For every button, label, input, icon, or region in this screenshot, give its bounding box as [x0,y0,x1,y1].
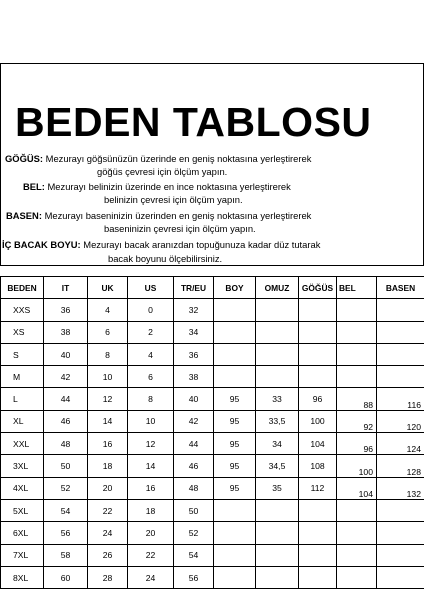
table-cell: 34,5 [256,455,299,477]
instruction-waist [23,180,291,193]
table-cell: 12 [88,388,128,410]
table-cell: 46 [44,410,88,432]
table-row [1,477,424,499]
table-cell [377,366,424,388]
table-cell: 18 [128,499,174,521]
instruction-label: BASEN: [6,210,42,221]
instruction-text: bacak boyunu ölçebilirsiniz. [108,253,223,264]
table-cell [299,499,337,521]
table-row [1,343,424,365]
instruction-label: BEL: [23,181,45,192]
column-header: BEL [337,277,377,299]
table-row [1,388,424,410]
table-cell: 33,5 [256,410,299,432]
table-cell [256,566,299,588]
table-cell [214,544,256,566]
table-cell: 104 [299,433,337,455]
table-cell [256,321,299,343]
size-label-cell: XS [1,321,44,343]
table-cell: 58 [44,544,88,566]
instruction-chest [5,152,311,165]
table-cell [256,366,299,388]
table-cell: 36 [174,343,214,365]
instruction-text: baseninizin çevresi için ölçüm yapın. [104,223,256,234]
size-label-cell: 6XL [1,522,44,544]
table-cell [256,499,299,521]
table-cell: 6 [128,366,174,388]
table-cell: 100 [337,455,377,477]
size-label-cell: M [1,366,44,388]
column-header: UK [88,277,128,299]
table-cell: 16 [88,433,128,455]
table-cell: 24 [88,522,128,544]
table-cell: 40 [174,388,214,410]
table-cell [214,499,256,521]
table-cell: 34 [256,433,299,455]
table-cell: 54 [44,499,88,521]
table-row [1,544,424,566]
table-cell: 48 [44,433,88,455]
table-cell: 50 [44,455,88,477]
table-cell: 20 [128,522,174,544]
table-cell [256,343,299,365]
table-cell: 18 [88,455,128,477]
table-cell: 132 [377,477,424,499]
column-header: BOY [214,277,256,299]
table-cell [214,343,256,365]
table-row [1,366,424,388]
instruction-text: Mezurayı belinizin üzerinde en ince noktasına yerleştirerek [47,181,291,192]
table-row [1,455,424,477]
table-cell: 36 [44,299,88,321]
table-row [1,321,424,343]
size-label-cell: 4XL [1,477,44,499]
table-cell [256,299,299,321]
instruction-text: Mezurayı bacak aranızdan topuğunuza kadar düz tutarak [83,239,321,250]
table-row [1,410,424,432]
table-cell: 34 [174,321,214,343]
table-cell: 96 [299,388,337,410]
table-cell [337,343,377,365]
table-cell [337,366,377,388]
table-cell: 104 [337,477,377,499]
table-cell: 10 [88,366,128,388]
table-cell [299,544,337,566]
table-cell [337,566,377,588]
table-cell: 60 [44,566,88,588]
table-cell: 52 [44,477,88,499]
instruction-inseam [2,238,320,251]
table-cell: 95 [214,410,256,432]
table-cell [337,522,377,544]
size-label-cell: 8XL [1,566,44,588]
table-row [1,499,424,521]
table-cell: 35 [256,477,299,499]
size-label-cell: XL [1,410,44,432]
column-header: BASEN [377,277,424,299]
table-cell: 48 [174,477,214,499]
table-cell [299,366,337,388]
size-label-cell: 3XL [1,455,44,477]
table-cell [299,343,337,365]
table-cell: 26 [88,544,128,566]
table-cell [377,299,424,321]
table-cell [214,299,256,321]
size-label-cell: L [1,388,44,410]
table-cell: 32 [174,299,214,321]
table-cell [377,522,424,544]
table-cell: 108 [299,455,337,477]
table-cell: 128 [377,455,424,477]
size-label-cell: XXL [1,433,44,455]
table-cell [377,343,424,365]
table-body [1,299,424,589]
table-cell: 52 [174,522,214,544]
table-cell: 24 [128,566,174,588]
column-header: OMUZ [256,277,299,299]
instruction-label: İÇ BACAK BOYU: [2,239,81,250]
table-cell: 40 [44,343,88,365]
table-cell [337,299,377,321]
table-cell: 33 [256,388,299,410]
table-cell: 22 [128,544,174,566]
table-cell [337,544,377,566]
table-cell [299,299,337,321]
table-cell [214,321,256,343]
page-title: BEDEN TABLOSU [15,99,372,145]
table-cell: 38 [174,366,214,388]
table-cell [214,522,256,544]
column-header: GÖĞÜS [299,277,337,299]
size-label-cell: S [1,343,44,365]
table-cell: 116 [377,388,424,410]
table-cell: 96 [337,433,377,455]
table-cell [256,522,299,544]
size-table [0,276,424,589]
table-cell: 124 [377,433,424,455]
table-cell: 4 [88,299,128,321]
table-cell [377,544,424,566]
table-cell: 8 [128,388,174,410]
table-cell: 112 [299,477,337,499]
column-header: BEDEN [1,277,44,299]
instruction-hip [6,209,311,222]
table-cell: 95 [214,433,256,455]
table-cell: 42 [44,366,88,388]
table-cell: 44 [174,433,214,455]
table-cell: 6 [88,321,128,343]
table-cell: 14 [88,410,128,432]
table-cell [214,366,256,388]
table-cell: 28 [88,566,128,588]
table-cell: 20 [88,477,128,499]
table-cell: 10 [128,410,174,432]
table-cell: 8 [88,343,128,365]
table-cell: 16 [128,477,174,499]
table-cell: 38 [44,321,88,343]
size-label-cell: XXS [1,299,44,321]
instruction-text: Mezurayı göğsünüzün üzerinde en geniş noktasına yerleştirerek [45,153,312,164]
table-cell [214,566,256,588]
table-cell [337,499,377,521]
table-cell: 4 [128,343,174,365]
table-cell: 54 [174,544,214,566]
table-cell: 44 [44,388,88,410]
table-header-row [1,277,424,299]
table-cell: 2 [128,321,174,343]
table-cell: 120 [377,410,424,432]
table-cell [377,321,424,343]
column-header: IT [44,277,88,299]
instruction-label: GÖĞÜS: [5,153,44,164]
table-cell: 12 [128,433,174,455]
table-row [1,522,424,544]
table-cell: 42 [174,410,214,432]
table-cell: 50 [174,499,214,521]
table-cell [377,499,424,521]
table-cell: 100 [299,410,337,432]
table-cell: 95 [214,477,256,499]
size-label-cell: 5XL [1,499,44,521]
table-cell [256,544,299,566]
table-cell: 46 [174,455,214,477]
table-cell [299,321,337,343]
column-header: TR/EU [174,277,214,299]
table-cell: 95 [214,455,256,477]
table-cell [337,321,377,343]
table-row [1,433,424,455]
table-cell: 56 [174,566,214,588]
table-cell: 92 [337,410,377,432]
table-cell: 14 [128,455,174,477]
table-cell: 22 [88,499,128,521]
table-row [1,566,424,588]
table-cell [299,566,337,588]
instruction-text: belinizin çevresi için ölçüm yapın. [104,194,243,205]
instruction-text: göğüs çevresi için ölçüm yapın. [97,166,228,177]
table-cell: 0 [128,299,174,321]
table-row [1,299,424,321]
instruction-text: Mezurayı baseninizin üzerinden en geniş noktasına yerleştirerek [44,210,312,221]
table-cell: 88 [337,388,377,410]
table-cell: 56 [44,522,88,544]
table-cell: 95 [214,388,256,410]
table-cell [377,566,424,588]
size-label-cell: 7XL [1,544,44,566]
table-cell [299,522,337,544]
column-header: US [128,277,174,299]
